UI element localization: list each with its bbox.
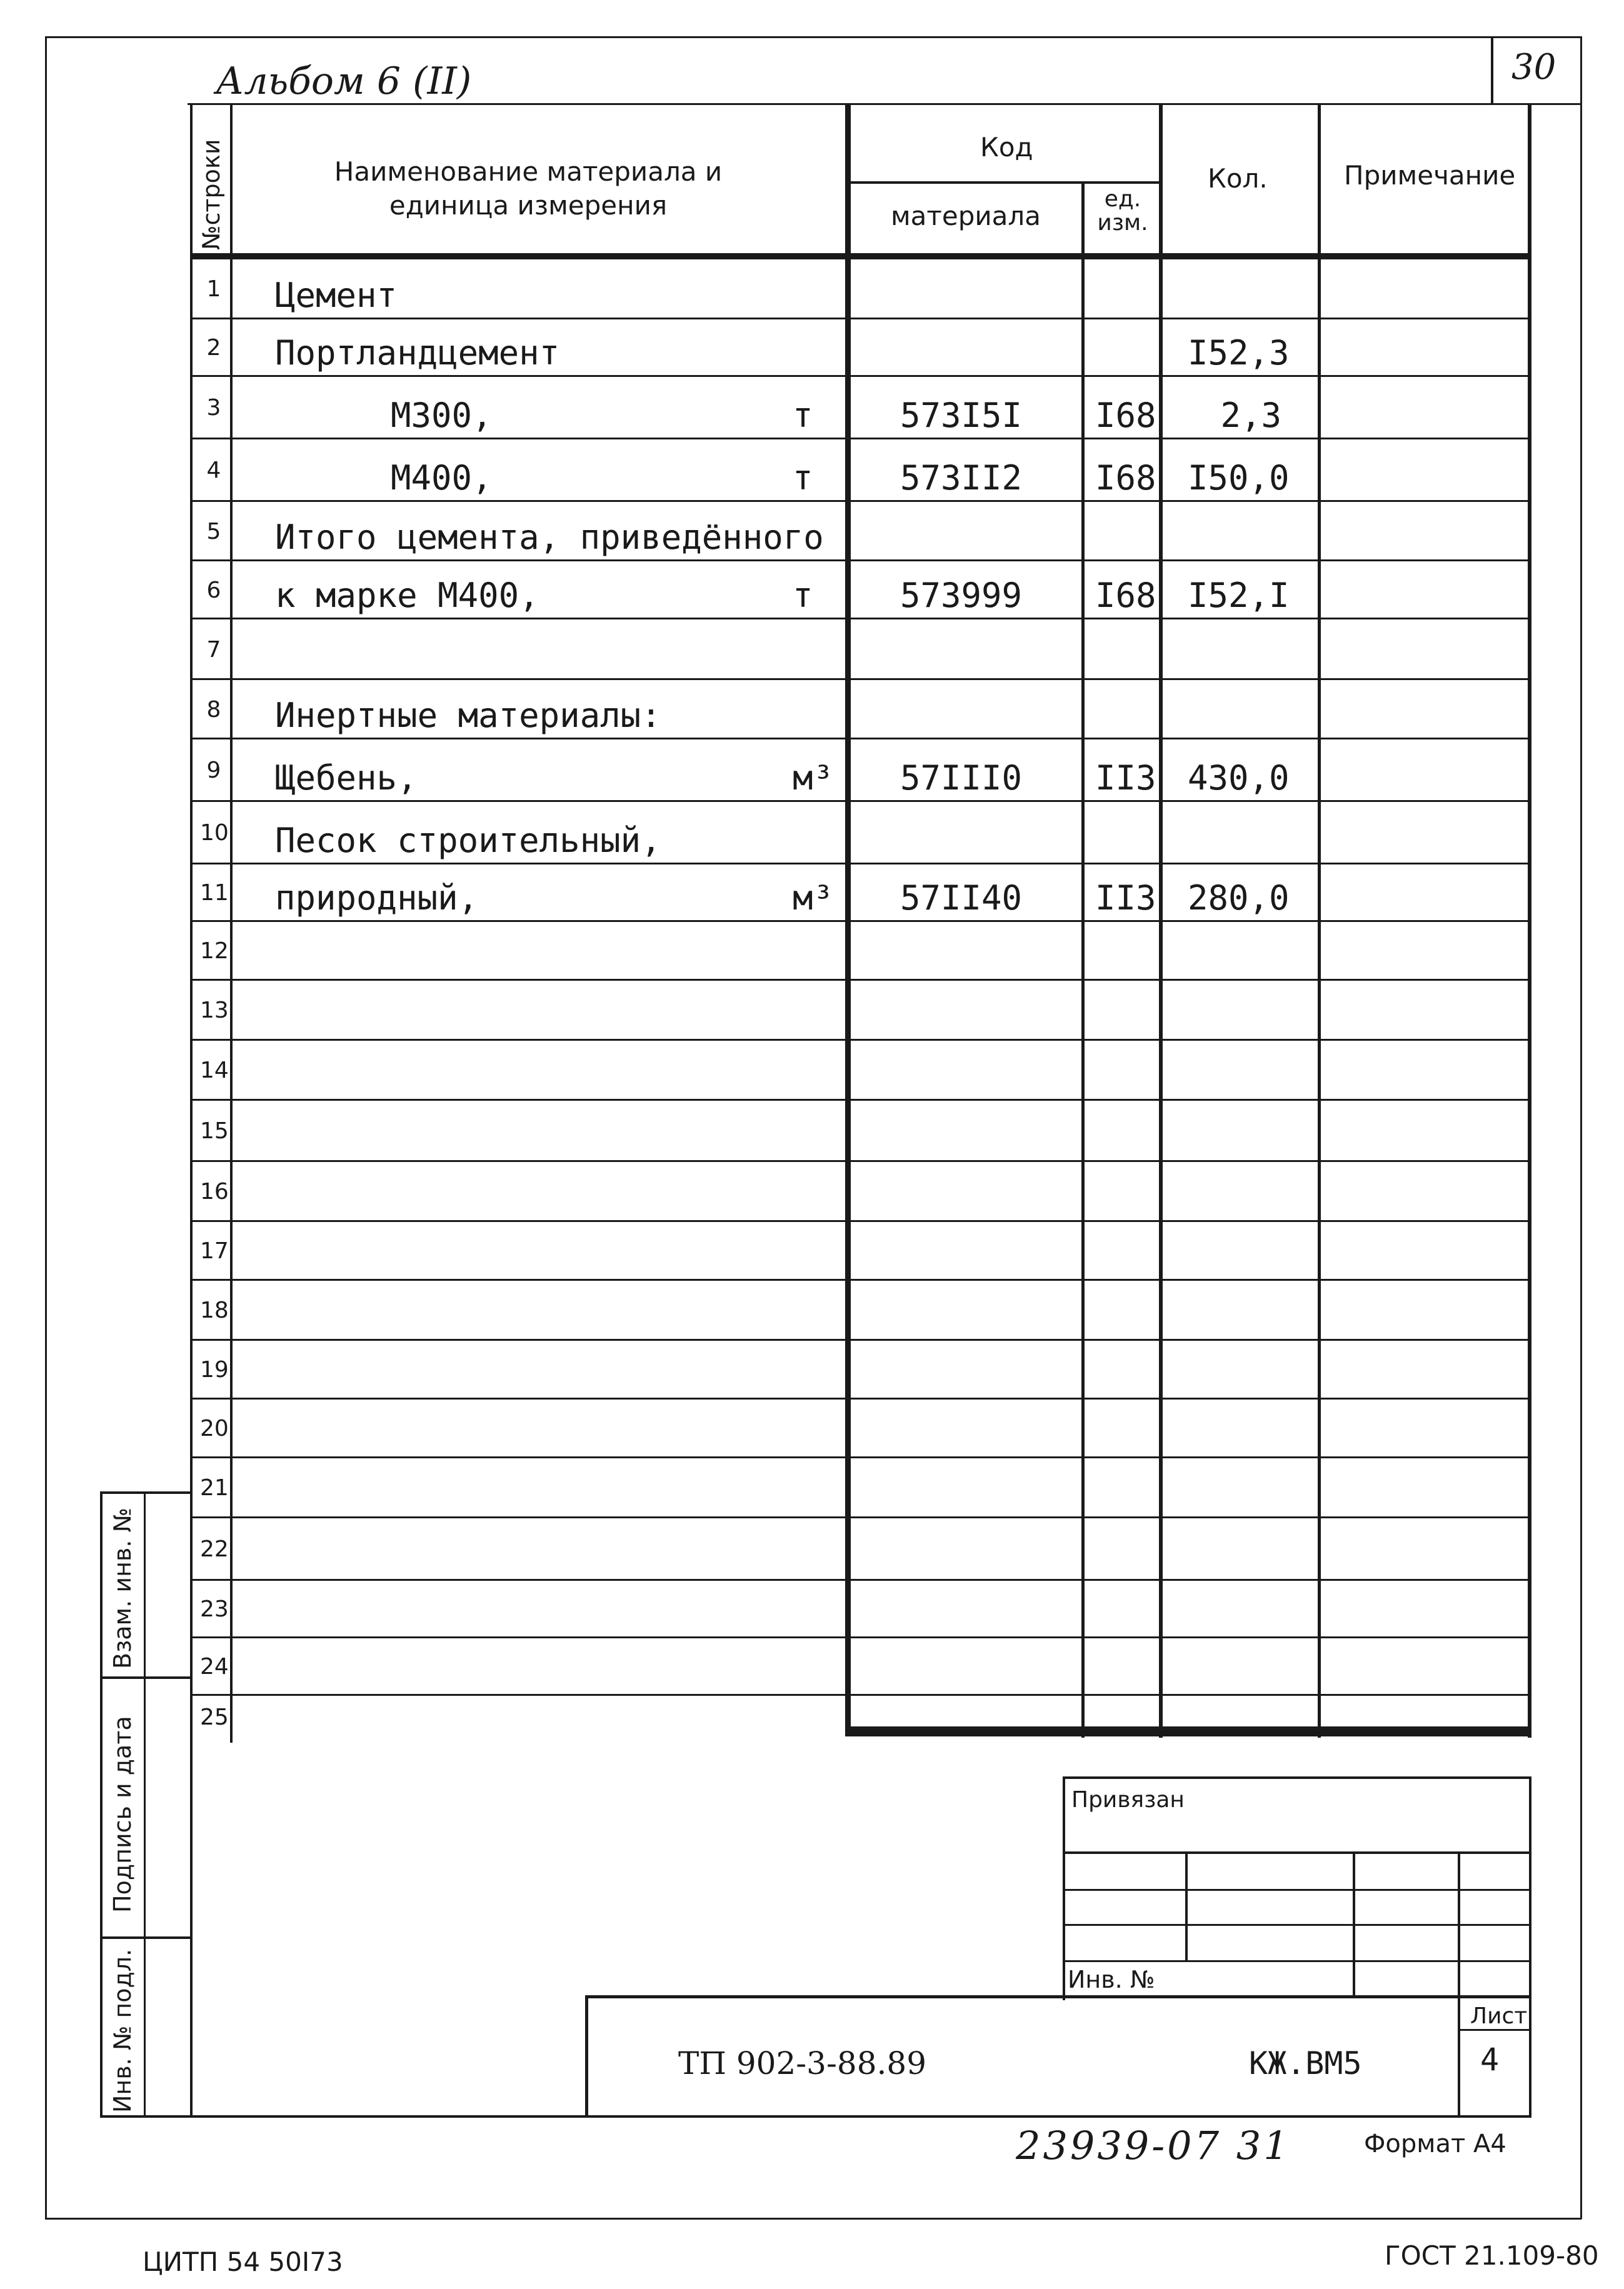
row-number: 13 (200, 998, 229, 1023)
row-quantity: 2,3 (1220, 396, 1281, 435)
row-number: 5 (206, 518, 221, 544)
header-bottom-line (191, 253, 1531, 259)
privyazan-top (1063, 1776, 1531, 1779)
sheet-label: Лист (1470, 2003, 1528, 2029)
privyazan-grid-v1 (1185, 1851, 1188, 1960)
row-divider (191, 559, 1531, 561)
row-number: 7 (206, 636, 221, 663)
frame-right (1580, 36, 1582, 2219)
row-name: Инертные материалы: (275, 696, 661, 735)
project-code: ТП 902-3-88.89 (678, 2045, 927, 2081)
header-row-number: №строки (198, 139, 225, 250)
stamp-left (585, 1995, 588, 2116)
row-divider (191, 678, 1531, 680)
row-name: М300, (391, 396, 493, 435)
stamp-right (1529, 1776, 1531, 2116)
row-divider (191, 863, 1531, 864)
row-material-code: 573999 (900, 576, 1023, 615)
row-unit-code: I68 (1095, 576, 1156, 615)
row-divider (191, 318, 1531, 319)
inv-no-label: Инв. № (1068, 1966, 1155, 1993)
header-code-underline (848, 181, 1160, 184)
row-name: Щебень, (275, 758, 418, 798)
row-quantity: I50,0 (1188, 458, 1290, 498)
header-material-code: материала (891, 201, 1041, 231)
privyazan-grid-v2 (1353, 1851, 1355, 1996)
row-number: 23 (200, 1596, 229, 1622)
side-stamp-inner (144, 1491, 146, 2116)
header-quantity: Кол. (1208, 163, 1268, 194)
row-unit-code: II3 (1095, 758, 1156, 798)
order-number: 23939-07 31 (1016, 2123, 1291, 2168)
side-stamp-vzam-inv: Взам. инв. № (109, 1507, 136, 1669)
row-number: 15 (200, 1118, 229, 1144)
row-number: 21 (200, 1475, 229, 1501)
col-line-rownum-right (230, 105, 233, 1743)
table-bottom-line (845, 1726, 1531, 1736)
row-name: Песок строительный, (275, 821, 661, 860)
row-quantity: 430,0 (1188, 758, 1290, 798)
row-material-code: 57III0 (900, 758, 1023, 798)
album-underline (188, 103, 1580, 105)
row-number: 18 (200, 1298, 229, 1323)
row-divider (191, 1456, 1531, 1458)
frame-bottom (45, 2218, 1581, 2220)
row-material-code: 57II40 (900, 878, 1023, 918)
side-stamp-bottom (100, 2115, 1531, 2118)
stamp-sheet-divider (1458, 2029, 1531, 2031)
privyazan-left (1063, 1776, 1065, 2000)
row-number: 19 (200, 1357, 229, 1383)
privyazan-grid-v3 (1458, 1851, 1460, 1996)
side-stamp-div2 (100, 1936, 191, 1939)
row-number: 8 (206, 696, 221, 723)
row-number: 20 (200, 1416, 229, 1441)
row-divider (191, 500, 1531, 502)
row-material-code: 573II2 (900, 458, 1023, 498)
privyazan-grid-h3 (1063, 1924, 1531, 1926)
sheet-number: 4 (1480, 2041, 1500, 2078)
row-number: 25 (200, 1705, 229, 1730)
row-unit: м³ (793, 758, 834, 798)
row-divider (191, 375, 1531, 377)
row-number: 22 (200, 1536, 229, 1562)
row-divider (191, 1339, 1531, 1341)
row-unit: т (793, 458, 813, 498)
col-line-rownum-left (190, 105, 193, 2116)
header-name: Наименование материала и единица измерения (334, 156, 723, 221)
side-stamp-top (100, 1491, 191, 1494)
header-code: Код (980, 132, 1033, 163)
row-divider (191, 1160, 1531, 1162)
row-divider (191, 1398, 1531, 1400)
row-material-code: 573I5I (900, 396, 1023, 435)
row-quantity: I52,I (1188, 576, 1290, 615)
privyazan-grid-h4 (1063, 1960, 1531, 1962)
sheet-corner-number: 30 (1511, 47, 1556, 88)
row-quantity: I52,3 (1188, 333, 1290, 373)
row-name: Портландцемент (275, 333, 560, 373)
side-stamp-inv-podl: Инв. № подл. (109, 1948, 136, 2113)
gost: ГОСТ 21.109-80 (1385, 2240, 1599, 2271)
corner-box-left (1491, 36, 1493, 105)
row-unit-code: I68 (1095, 458, 1156, 498)
row-number: 12 (200, 938, 229, 964)
row-divider (191, 1694, 1531, 1696)
frame-top (45, 36, 1581, 38)
row-divider (191, 1579, 1531, 1581)
row-divider (191, 1636, 1531, 1638)
publisher: ЦИТП 54 50I73 (143, 2246, 343, 2277)
album-label: Альбом 6 (II) (216, 59, 472, 103)
header-note: Примечание (1344, 160, 1516, 191)
row-divider (191, 438, 1531, 439)
row-number: 4 (206, 458, 221, 483)
row-name: Цемент (275, 276, 398, 315)
row-divider (191, 738, 1531, 739)
privyazan-grid-h1 (1063, 1851, 1531, 1854)
row-divider (191, 979, 1531, 981)
side-stamp-signature-date: Подпись и дата (109, 1716, 136, 1913)
row-number: 2 (206, 335, 221, 361)
row-name: природный, (275, 878, 479, 918)
row-number: 16 (200, 1179, 229, 1205)
row-number: 24 (200, 1654, 229, 1680)
side-stamp-outer-left (100, 1491, 103, 2116)
row-divider (191, 618, 1531, 619)
row-divider (191, 1516, 1531, 1518)
stamp-top (585, 1995, 1531, 1998)
row-number: 1 (206, 276, 221, 302)
row-divider (191, 1099, 1531, 1101)
row-name: к марке М400, (275, 576, 539, 615)
privyazan-grid-h2 (1063, 1889, 1531, 1891)
row-number: 3 (206, 395, 221, 421)
row-unit-code: II3 (1095, 878, 1156, 918)
col-line-code-split (1081, 183, 1085, 1738)
row-quantity: 280,0 (1188, 878, 1290, 918)
row-name: Итого цемента, приведённого (275, 518, 824, 557)
row-divider (191, 1220, 1531, 1222)
row-number: 17 (200, 1238, 229, 1264)
row-name: М400, (391, 458, 493, 498)
row-unit: т (793, 396, 813, 435)
stamp-sheet-left (1458, 1995, 1460, 2116)
row-unit: м³ (793, 878, 834, 918)
row-divider (191, 1279, 1531, 1281)
side-stamp-div1 (100, 1676, 191, 1679)
row-divider (191, 1039, 1531, 1041)
format-label: Формат А4 (1364, 2130, 1506, 2158)
row-number: 6 (206, 577, 221, 603)
row-number: 9 (206, 758, 221, 783)
frame-left (45, 36, 47, 2219)
row-number: 10 (200, 820, 229, 846)
row-divider (191, 920, 1531, 922)
doc-code: КЖ.ВМ5 (1249, 2045, 1362, 2081)
row-divider (191, 800, 1531, 802)
row-number: 11 (200, 880, 229, 906)
privyazan-label: Привязан (1071, 1787, 1185, 1813)
header-unit-code: ед. изм. (1097, 186, 1148, 236)
row-unit-code: I68 (1095, 396, 1156, 435)
row-unit: т (793, 576, 813, 615)
row-number: 14 (200, 1058, 229, 1083)
